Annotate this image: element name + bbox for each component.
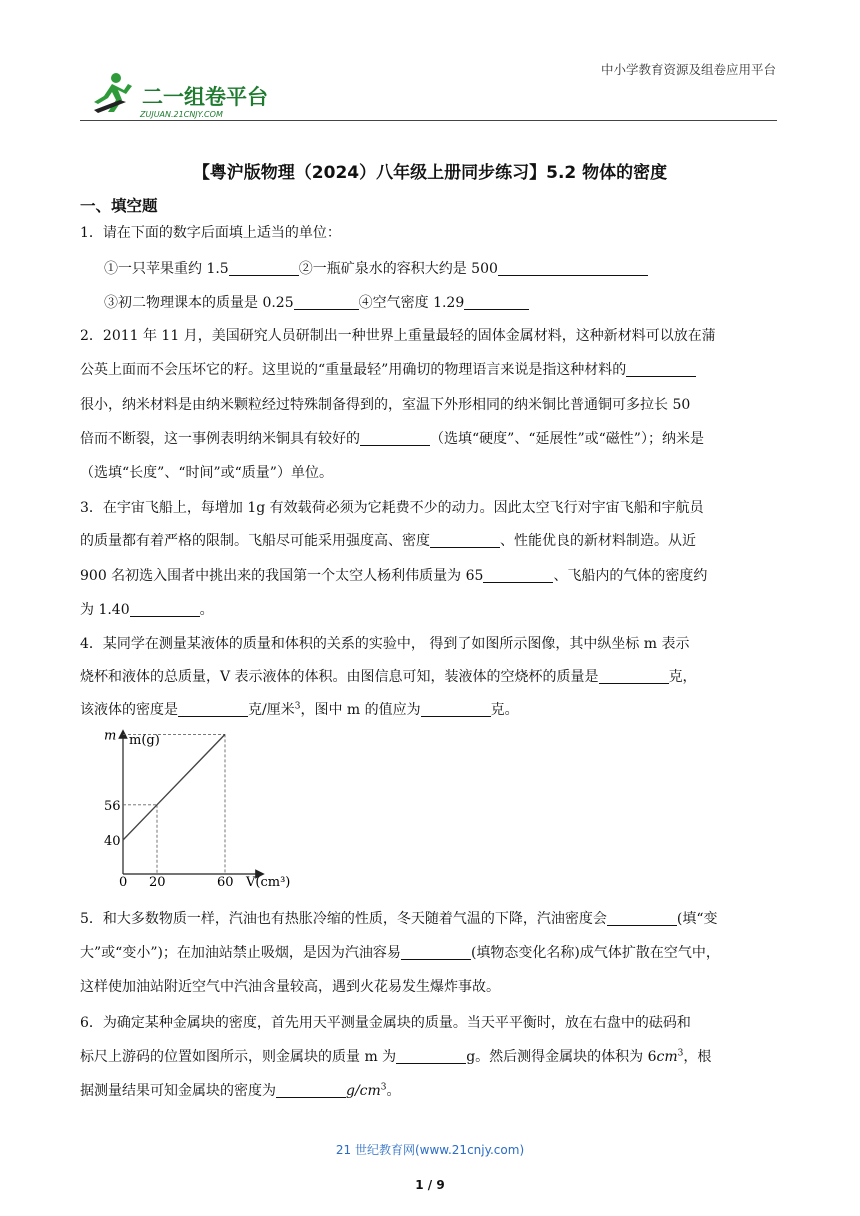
q2-text: 倍而不断裂，这一事例表明纳米铜具有较好的 [80,431,360,447]
q2-line3: 很小，纳米材料是由纳米颗粒经过特殊制备得到的，室温下外形相同的纳米铜比普通铜可多拉长 50 [80,397,691,413]
section-heading: 一、填空题 [80,197,158,215]
q6-line3 [80,1080,401,1100]
svg-text:ZUJUAN.21CNJY.COM: ZUJUAN.21CNJY.COM [140,110,223,119]
q3-text: 。 [199,602,214,618]
y-tick-label: 56 [104,798,121,814]
q3-text: 为 1.40 [80,602,130,618]
mass-volume-graph [96,728,306,888]
answer-blank[interactable] [483,569,553,583]
x-tick-label: 20 [149,875,166,888]
answer-blank[interactable] [607,912,677,926]
q3-line4 [80,599,214,619]
q4-text: 烧杯和液体的总质量，V 表示液体的体积。由图信息可知，装液体的空烧杯的质量是 [80,669,599,685]
answer-blank[interactable] [626,363,696,377]
q2-line4 [80,428,704,448]
q1-line1 [104,258,648,278]
page-title: 【粤沪版物理（2024）八年级上册同步练习】5.2 物体的密度 [192,163,668,183]
q6-unit: cm [656,1049,678,1065]
q4-text: 该液体的密度是 [80,702,178,718]
q1-line2 [104,292,529,312]
answer-blank[interactable] [294,296,359,310]
y-tick-label: m [104,728,117,744]
series-line [123,734,225,840]
y-axis-label: m(g) [129,733,160,748]
answer-blank[interactable] [178,703,248,717]
logo [90,72,280,120]
q5-text: 5．和大多数物质一样，汽油也有热胀冷缩的性质，冬天随着气温的下降，汽油密度会 [80,911,607,927]
header-divider [80,120,777,121]
q5-text: 大”或“变小”)；在加油站禁止吸烟，是因为汽油容易 [80,945,401,961]
answer-blank[interactable] [276,1084,346,1098]
platform-name: 中小学教育资源及组卷应用平台 [600,62,776,77]
q6-line1: 6．为确定某种金属块的密度，首先用天平测量金属块的质量。当天平平衡时，放在右盘中的砝码和 [80,1015,691,1031]
q4-text: 3 [294,701,301,712]
q2-line2 [80,359,696,379]
q4-line2 [80,666,697,686]
svg-text:二一组卷平台: 二一组卷平台 [142,85,268,109]
q4-text: 克。 [490,702,519,718]
q2-line5: （选填“长度”、“时间”或“质量”）单位。 [80,465,333,481]
q1-item-d: ④空气密度 1.29 [358,295,465,311]
q6-unit: g/cm [346,1083,381,1099]
answer-blank[interactable] [401,946,471,960]
q3-text: 、飞船内的气体的密度约 [553,568,708,584]
q1-item-c: ③初二物理课本的质量是 0.25 [104,295,294,311]
q6-text: 标尺上游码的位置如图所示，则金属块的质量 m 为 [80,1049,397,1065]
guide-lines [123,734,225,874]
answer-blank[interactable] [464,296,529,310]
q3-line1: 3．在宇宙飞船上，每增加 1g 有效载荷必须为它耗费不少的动力。因此太空飞行对宇宙飞船和宇航员 [80,500,704,516]
q4-text: 克， [668,669,697,685]
q3-text: 900 名初选入围者中挑出来的我国第一个太空人杨利伟质量为 65 [80,568,484,584]
y-tick-label: 40 [104,834,121,849]
answer-blank[interactable] [360,432,430,446]
q1-stem: 1．请在下面的数字后面填上适当的单位： [80,225,341,241]
q5-text: (填物态变化名称)成气体扩散在空气中， [470,945,720,961]
q4-text: ，图中 m 的值应为 [300,702,421,718]
q6-text: 据测量结果可知金属块的密度为 [80,1083,276,1099]
footer-link[interactable]: 21 世纪教育网(www.21cnjy.com) [335,1143,525,1157]
q2-text: 公英上面而不会压坏它的籽。这里说的“重量最轻”用确切的物理语言来说是指这种材料的 [80,362,627,378]
q2-text: （选填“硬度”、“延展性”或“磁性”）；纳米是 [430,431,704,447]
q6-text: 。 [386,1083,401,1099]
x-axis-label: V(cm³) [246,875,291,888]
q4-line1: 4．某同学在测量某液体的质量和体积的关系的实验中， 得到了如图所示图像，其中纵坐标 m 表示 [80,636,690,652]
x-tick-label: 0 [119,875,128,888]
q1-item-a: ①一只苹果重约 1.5 [104,261,229,277]
q4-text: 克/厘米 [248,702,295,718]
q5-line3: 这样使加油站附近空气中汽油含量较高，遇到火花易发生爆炸事故。 [80,979,500,995]
q3-line3 [80,565,707,585]
answer-blank[interactable] [396,1050,466,1064]
q6-text: g。然后测得金属块的体积为 6 [466,1049,657,1065]
runner-icon [94,73,132,113]
q3-text: 的质量都有着严格的限制。飞船尽可能采用强度高、密度 [80,533,430,549]
answer-blank[interactable] [421,703,491,717]
answer-blank[interactable] [599,670,669,684]
answer-blank[interactable] [229,262,299,276]
q3-line2 [80,530,696,550]
q6-line2 [80,1046,711,1066]
page-number: 1 / 9 [415,1178,445,1192]
q1-item-b: ②一瓶矿泉水的容积大约是 500 [298,261,498,277]
q5-text: (填“变 [676,911,718,927]
answer-blank[interactable] [130,603,200,617]
q4-line3 [80,699,519,719]
q2-line1: 2．2011 年 11 月，美国研究人员研制出一种世界上重量最轻的固体金属材料，这种新材料可以放在蒲 [80,328,716,344]
q6-unit-exp: 3 [677,1048,684,1059]
q5-line1 [80,908,718,928]
q6-unit-exp: 3 [380,1082,387,1093]
x-tick-label: 60 [217,875,234,888]
q3-text: 、性能优良的新材料制造。从近 [500,533,696,549]
q5-line2 [80,942,720,962]
answer-blank[interactable] [498,262,648,276]
answer-blank[interactable] [430,534,500,548]
q6-text: ，根 [683,1049,712,1065]
